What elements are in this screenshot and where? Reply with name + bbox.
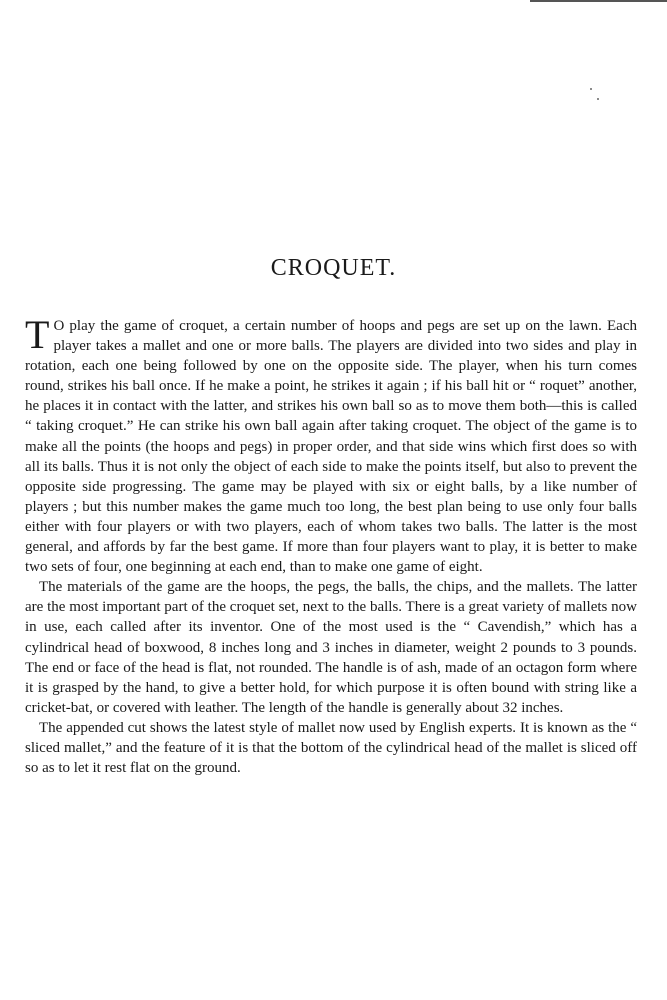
paragraph-2: The materials of the game are the hoops, the pegs, the balls, the chips, and the mallets. The latter are the most important part of the croquet set, next to the balls. There is a great variety of mallets now in use, each called after its inventor. One of the most used is the “ Cavendish,” which has a cylindrical head of boxwood, 8 inches long and 3 inches in diameter, weight 2 pounds to 3 pounds. The end or face of the head is flat, not rounded. The handle is of ash, made of an octagon form where it is grasped by the hand, to give a better hold, for which purpose it is often bound with string like a cricket-bat, or covered with leather. The length of the handle is generally about 32 inches.: [25, 579, 637, 716]
paragraph-1-text: O play the game of croquet, a certain number of hoops and pegs are set up on the lawn. Each player takes a mallet and one or more balls. The players are divided into two sides and play in rotation, each one being followed by one on the opposite side. The player, when his turn comes round, strikes his ball once. If he make a point, he strikes it again ; if his ball hit or “ roquet” another, he places it in contact with the latter, and strikes his own ball so as to move them both—this is called “ taking croquet.” He can strike his own ball again after taking croquet. The object of the game is to make all the points (the hoops and pegs) in proper order, and that side wins which first does so with all its balls. Thus it is not only the object of each side to make the points itself, but also to prevent the opposite side progressing. The game may be played with six or eight balls, by a like number of players ; but this number makes the game much too long, the best plan being to use only four balls either with four players or with two players, each of whom takes two balls. The latter is the most general, and affords by far the best game. If more than four players want to play, it is better to make two sets of four, one beginning at each end, than to make one game of eight.: [25, 318, 637, 576]
paragraph-3: The appended cut shows the latest style of mallet now used by English experts. It is known as the “ sliced mallet,” and the feature of it is that the bottom of the cylindrical head of the mallet is sliced off so as to let it rest flat on the ground.: [25, 719, 637, 777]
paper-speck: [597, 98, 599, 100]
paragraph-1: [25, 312, 637, 577]
scan-edge-mark: [530, 0, 667, 2]
drop-cap: T: [25, 312, 50, 357]
paper-speck: [590, 88, 592, 90]
article-body: [25, 312, 637, 778]
page-title: CROQUET.: [270, 255, 397, 281]
